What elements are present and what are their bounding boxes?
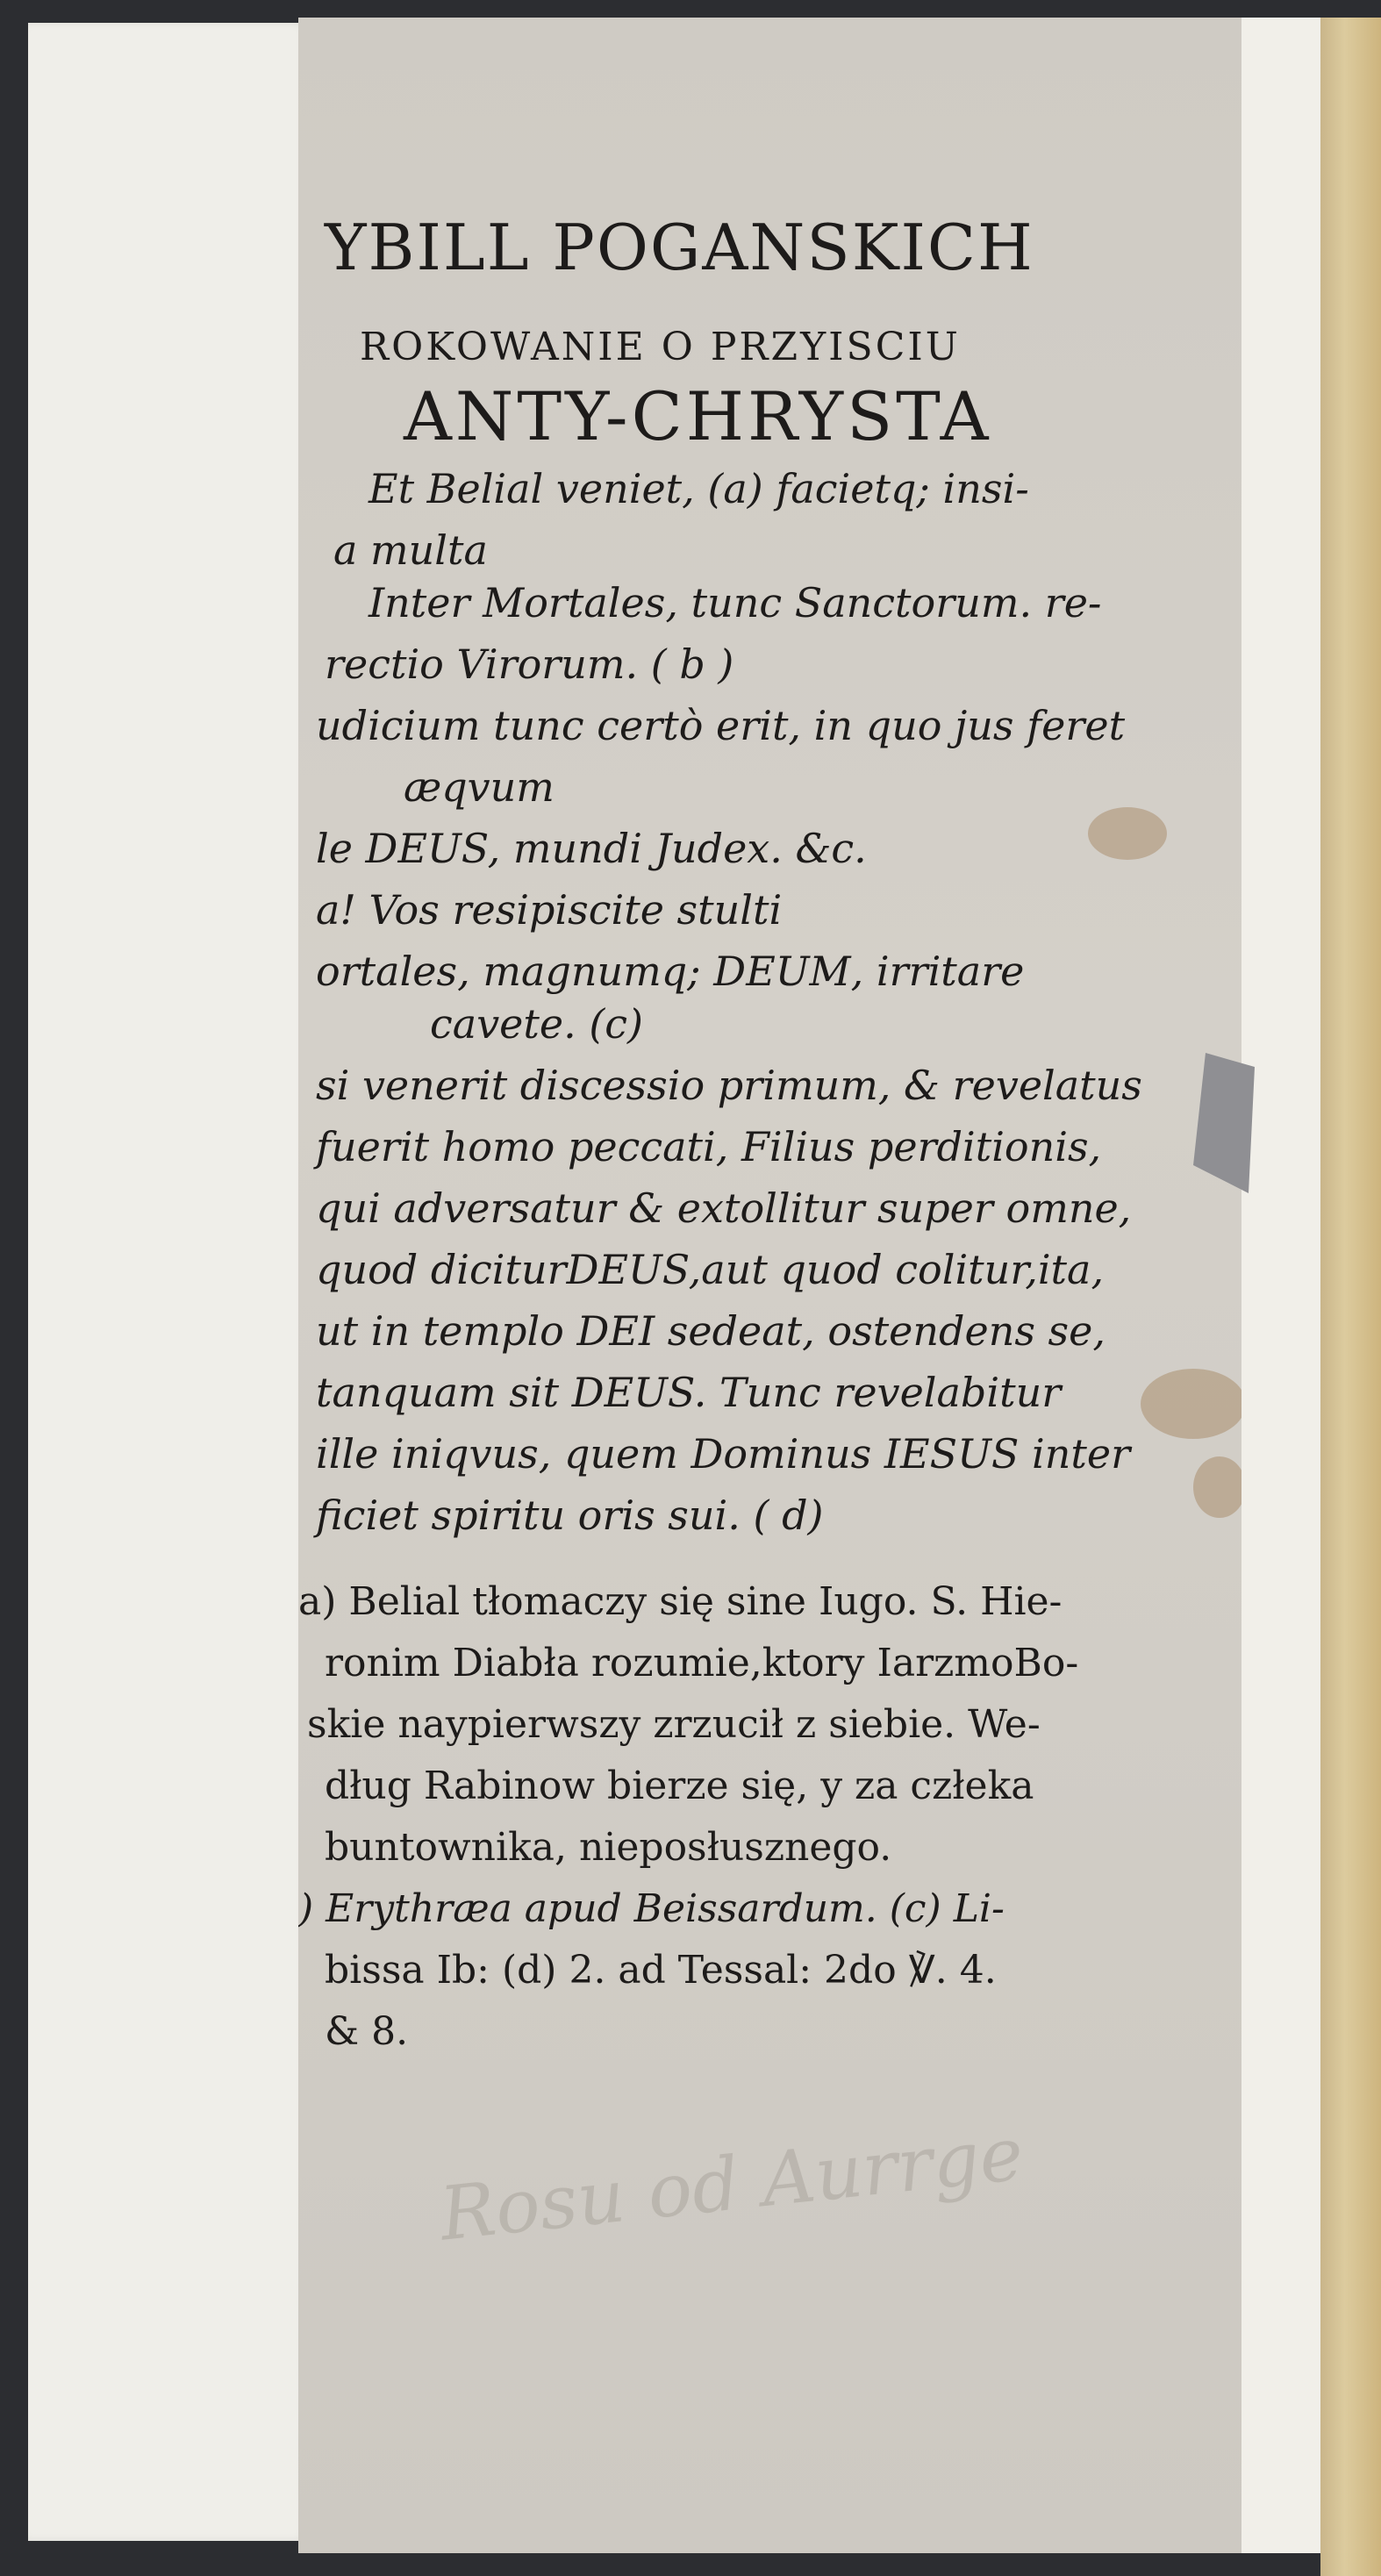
heading-line-2: ROKOWANIE O PRZYISCIU <box>360 325 961 369</box>
verse-line: ut in templo DEI sedeat, ostendens se, <box>316 1307 1106 1355</box>
verse-line: quod diciturDEUS,aut quod colitur,ita, <box>316 1246 1105 1293</box>
blank-facing-leaf <box>28 23 309 2541</box>
footnote-line: bissa Ib: (d) 2. ad Tessal: 2do ℣. 4. <box>325 1948 997 1993</box>
footnote-line: & 8. <box>325 2009 409 2054</box>
verse-line: Et Belial veniet, (a) facietq; insi- <box>369 465 1029 512</box>
book-cover-edge <box>1320 18 1381 2576</box>
page-fore-edge <box>1241 18 1325 2553</box>
bleed-through-text: Rosu od Aurrge <box>435 2110 1027 2258</box>
verse-line: a multa <box>333 526 488 574</box>
page-text <box>298 18 1281 2553</box>
verse-line: le DEUS, mundi Judex. &c. <box>316 825 867 872</box>
verse-line: qui adversatur & extollitur super omne, <box>316 1184 1132 1232</box>
verse-line: ille iniqvus, quem Dominus IESUS inter <box>316 1430 1131 1478</box>
footnote-line: dług Rabinow bierze się, y za człeka <box>325 1764 1034 1808</box>
footnote-line: a) Belial tłomaczy się sine Iugo. S. Hie- <box>298 1579 1063 1624</box>
verse-line: rectio Virorum. ( b ) <box>325 640 734 688</box>
verse-line: udicium tunc certò erit, in quo jus feret <box>316 702 1126 749</box>
footnote-line: skie naypierwszy zrzucił z siebie. We- <box>307 1702 1041 1747</box>
verse-line: cavete. (c) <box>430 1000 644 1048</box>
verse-line: fuerit homo peccati, Filius perditionis, <box>316 1123 1102 1170</box>
footnote-line: ) Erythræa apud Beissardum. (c) Li- <box>298 1886 1005 1931</box>
verse-line: a! Vos resipiscite stulti <box>316 886 783 934</box>
verse-line: tanquam sit DEUS. Tunc revelabitur <box>316 1369 1062 1416</box>
footnote-line: ronim Diabła rozumie,ktory IarzmoBo- <box>325 1641 1079 1685</box>
verse-line: æqvum <box>404 763 555 811</box>
verse-line: ficiet spiritu oris sui. ( d) <box>316 1492 824 1539</box>
heading-main: ANTY-CHRYSTA <box>404 377 992 455</box>
verse-line: Inter Mortales, tunc Sanctorum. re- <box>369 579 1102 626</box>
printed-page <box>298 18 1281 2553</box>
verse-line: ortales, magnumq; DEUM, irritare <box>316 948 1025 995</box>
heading-line-1: YBILL POGANSKICH <box>325 211 1034 284</box>
verse-line: si venerit discessio primum, & revelatus <box>316 1062 1142 1109</box>
footnote-line: buntownika, nieposłusznego. <box>325 1825 892 1870</box>
